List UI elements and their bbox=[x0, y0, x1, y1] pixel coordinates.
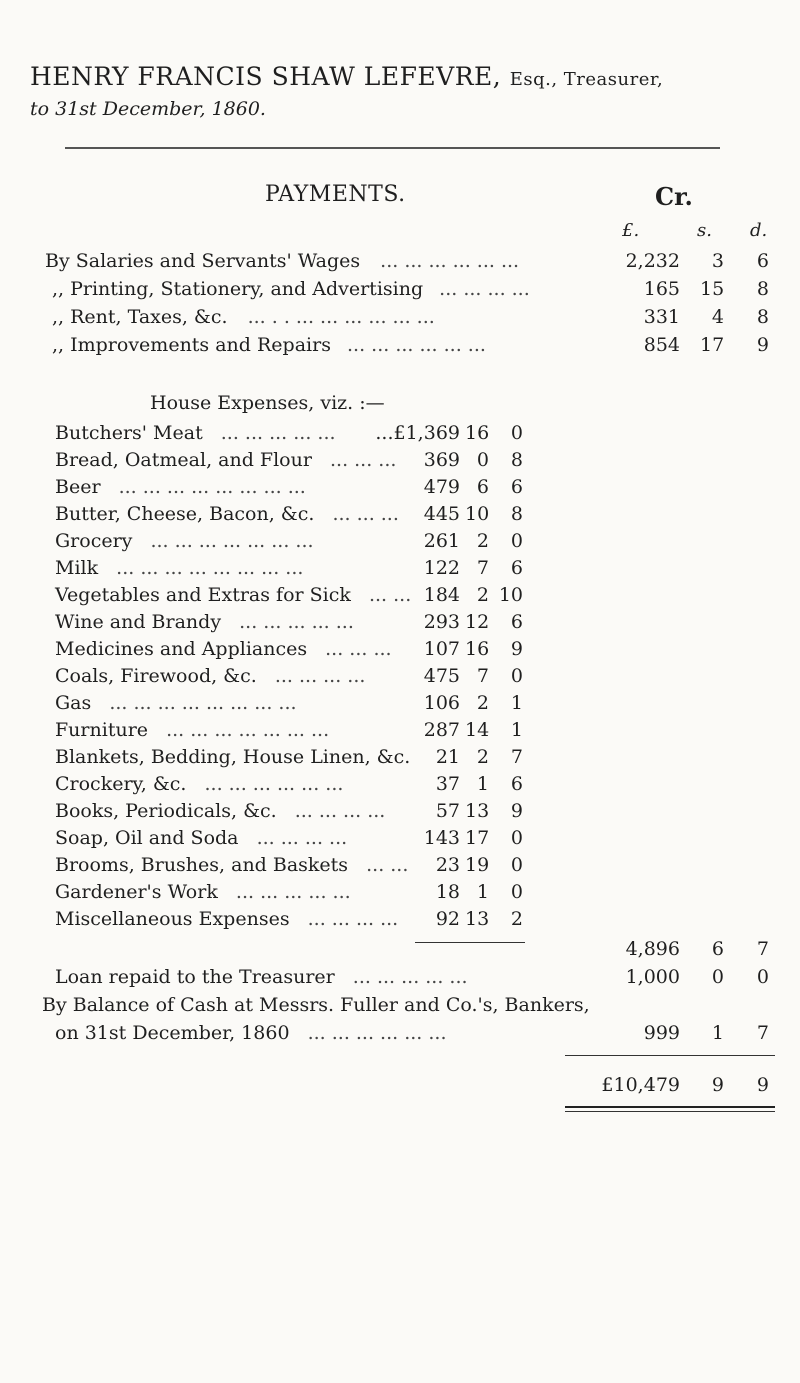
payment-shillings: 17 bbox=[700, 334, 725, 356]
expense-row: Blankets, Bedding, House Linen, &c. bbox=[55, 746, 411, 768]
expense-shillings: 2 bbox=[476, 746, 489, 768]
payment-row: ,, Improvements and Repairs ... ... ... ... ... ... bbox=[52, 334, 486, 356]
expense-row: Furniture ... ... ... ... ... ... ... bbox=[55, 719, 330, 741]
expense-pounds: 143 bbox=[423, 827, 460, 849]
expense-row: Butchers' Meat ... ... ... ... ... bbox=[55, 422, 336, 444]
expense-pounds: 287 bbox=[423, 719, 460, 741]
payment-row: By Salaries and Servants' Wages ... ... ... ... ... ... bbox=[45, 250, 520, 272]
payment-pounds: 165 bbox=[643, 278, 680, 300]
credit-label: Cr. bbox=[655, 182, 693, 211]
expense-shillings: 2 bbox=[476, 530, 489, 552]
expense-row: Milk ... ... ... ... ... ... ... ... bbox=[55, 557, 304, 579]
expense-shillings: 16 bbox=[465, 638, 490, 660]
expense-shillings: 13 bbox=[465, 908, 490, 930]
balance-row-continued: on 31st December, 1860 ... ... ... ... ... ... bbox=[55, 1022, 447, 1044]
expense-pounds: 18 bbox=[435, 881, 460, 903]
expense-shillings: 7 bbox=[476, 557, 489, 579]
expense-pence: 1 bbox=[510, 719, 523, 741]
expense-pence: 9 bbox=[510, 800, 523, 822]
balance-shillings: 1 bbox=[711, 1022, 724, 1044]
shillings-header: s. bbox=[697, 220, 712, 241]
expense-pence: 6 bbox=[510, 773, 523, 795]
expense-row: Books, Periodicals, &c. ... ... ... ... bbox=[55, 800, 386, 822]
expense-pounds: 107 bbox=[423, 638, 460, 660]
period-line: to 31st December, 1860. bbox=[30, 98, 266, 120]
expense-pence: 8 bbox=[510, 503, 523, 525]
payment-pounds: 2,232 bbox=[625, 250, 680, 272]
expense-pence: 0 bbox=[510, 854, 523, 876]
expense-row: Wine and Brandy ... ... ... ... ... bbox=[55, 611, 354, 633]
payment-shillings: 4 bbox=[711, 306, 724, 328]
expense-shillings: 13 bbox=[465, 800, 490, 822]
expense-pence: 6 bbox=[510, 611, 523, 633]
payment-pence: 9 bbox=[756, 334, 769, 356]
expense-pounds: 445 bbox=[423, 503, 460, 525]
expense-shillings: 10 bbox=[465, 503, 490, 525]
expense-pounds: ...£1,369 bbox=[375, 422, 460, 444]
expense-shillings: 7 bbox=[476, 665, 489, 687]
loan-shillings: 0 bbox=[711, 966, 724, 988]
expense-row: Butter, Cheese, Bacon, &c. ... ... ... bbox=[55, 503, 399, 525]
payment-pounds: 854 bbox=[643, 334, 680, 356]
expense-pence: 0 bbox=[510, 881, 523, 903]
expense-pence: 6 bbox=[510, 557, 523, 579]
expense-shillings: 14 bbox=[465, 719, 490, 741]
subtotal-rule bbox=[415, 942, 525, 943]
expense-pence: 2 bbox=[510, 908, 523, 930]
payment-pounds: 331 bbox=[643, 306, 680, 328]
grand-total-pence: 9 bbox=[756, 1074, 769, 1096]
expense-pence: 8 bbox=[510, 449, 523, 471]
expense-pence: 7 bbox=[510, 746, 523, 768]
balance-row: By Balance of Cash at Messrs. Fuller and Co.'s, Bankers, bbox=[42, 994, 590, 1016]
loan-pounds: 1,000 bbox=[625, 966, 680, 988]
pounds-header: £. bbox=[622, 220, 640, 241]
payment-pence: 6 bbox=[756, 250, 769, 272]
expense-shillings: 1 bbox=[476, 881, 489, 903]
expense-pence: 0 bbox=[510, 665, 523, 687]
expense-pounds: 92 bbox=[435, 908, 460, 930]
expense-shillings: 19 bbox=[465, 854, 490, 876]
expense-pounds: 23 bbox=[435, 854, 460, 876]
expense-row: Medicines and Appliances ... ... ... bbox=[55, 638, 392, 660]
expense-pounds: 475 bbox=[423, 665, 460, 687]
grand-total-shillings: 9 bbox=[711, 1074, 724, 1096]
expense-shillings: 2 bbox=[476, 584, 489, 606]
expense-row: Bread, Oatmeal, and Flour ... ... ... bbox=[55, 449, 397, 471]
payment-shillings: 15 bbox=[700, 278, 725, 300]
expense-pounds: 106 bbox=[423, 692, 460, 714]
payment-row: ,, Printing, Stationery, and Advertising ... ... ... ... bbox=[52, 278, 530, 300]
expense-pence: 0 bbox=[510, 530, 523, 552]
expense-pence: 10 bbox=[498, 584, 523, 606]
expense-pounds: 369 bbox=[423, 449, 460, 471]
expense-pounds: 37 bbox=[435, 773, 460, 795]
expense-pence: 9 bbox=[510, 638, 523, 660]
expense-row: Soap, Oil and Soda ... ... ... ... bbox=[55, 827, 348, 849]
expense-pence: 0 bbox=[510, 422, 523, 444]
section-title: PAYMENTS. bbox=[265, 182, 406, 207]
expense-row: Vegetables and Extras for Sick ... ... bbox=[55, 584, 412, 606]
loan-row: Loan repaid to the Treasurer ... ... ... ... ... bbox=[55, 966, 468, 988]
expense-shillings: 12 bbox=[465, 611, 490, 633]
expense-pounds: 122 bbox=[423, 557, 460, 579]
house-total-pence: 7 bbox=[756, 938, 769, 960]
expense-row: Crockery, &c. ... ... ... ... ... ... bbox=[55, 773, 344, 795]
grand-total-rule bbox=[565, 1106, 775, 1108]
expense-pounds: 293 bbox=[423, 611, 460, 633]
expense-row: Miscellaneous Expenses ... ... ... ... bbox=[55, 908, 399, 930]
expense-shillings: 0 bbox=[476, 449, 489, 471]
treasurer-title: Esq., Treasurer, bbox=[509, 69, 664, 90]
expense-row: Gas ... ... ... ... ... ... ... ... bbox=[55, 692, 297, 714]
expense-row: Beer ... ... ... ... ... ... ... ... bbox=[55, 476, 306, 498]
house-total-shillings: 6 bbox=[711, 938, 724, 960]
expense-row: Grocery ... ... ... ... ... ... ... bbox=[55, 530, 314, 552]
expense-pence: 6 bbox=[510, 476, 523, 498]
grand-total-rule-2 bbox=[565, 1111, 775, 1112]
expense-shillings: 6 bbox=[476, 476, 489, 498]
loan-pence: 0 bbox=[756, 966, 769, 988]
house-total-pounds: 4,896 bbox=[625, 938, 680, 960]
expense-row: Coals, Firewood, &c. ... ... ... ... bbox=[55, 665, 366, 687]
grand-total-pounds: £10,479 bbox=[601, 1074, 680, 1096]
expense-row: Gardener's Work ... ... ... ... ... bbox=[55, 881, 351, 903]
expense-shillings: 16 bbox=[465, 422, 490, 444]
document-header bbox=[30, 62, 663, 91]
expense-pence: 0 bbox=[510, 827, 523, 849]
balance-pounds: 999 bbox=[643, 1022, 680, 1044]
balance-pence: 7 bbox=[756, 1022, 769, 1044]
expense-pounds: 184 bbox=[423, 584, 460, 606]
expense-pounds: 479 bbox=[423, 476, 460, 498]
payment-row: ,, Rent, Taxes, &c. ... . . ... ... ... ... ... ... bbox=[52, 306, 435, 328]
expense-pounds: 261 bbox=[423, 530, 460, 552]
header-rule bbox=[65, 147, 720, 149]
expense-shillings: 1 bbox=[476, 773, 489, 795]
expense-pounds: 57 bbox=[435, 800, 460, 822]
payment-pence: 8 bbox=[756, 278, 769, 300]
expense-pence: 1 bbox=[510, 692, 523, 714]
expense-row: Brooms, Brushes, and Baskets ... ... bbox=[55, 854, 409, 876]
house-expenses-title: House Expenses, viz. :— bbox=[150, 392, 385, 414]
pence-header: d. bbox=[750, 220, 768, 241]
expense-pounds: 21 bbox=[435, 746, 460, 768]
treasurer-name: HENRY FRANCIS SHAW LEFEVRE, bbox=[30, 62, 502, 91]
payment-pence: 8 bbox=[756, 306, 769, 328]
expense-shillings: 2 bbox=[476, 692, 489, 714]
total-rule bbox=[565, 1055, 775, 1056]
expense-shillings: 17 bbox=[465, 827, 490, 849]
payment-shillings: 3 bbox=[711, 250, 724, 272]
